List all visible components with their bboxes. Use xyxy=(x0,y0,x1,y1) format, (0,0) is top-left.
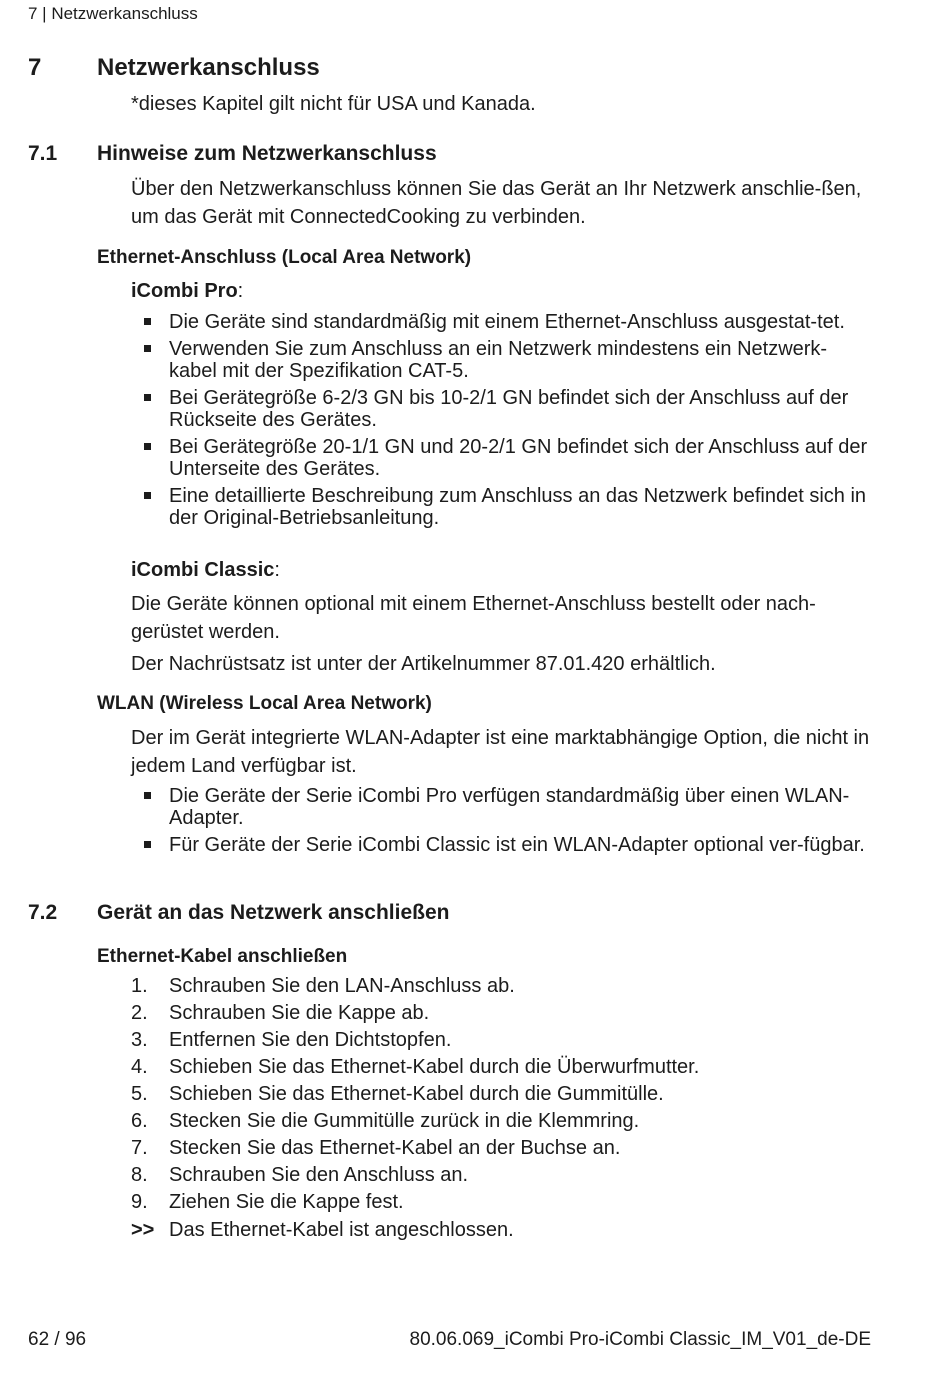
bullet-square-icon xyxy=(144,792,151,799)
icombi-pro-label: iCombi Pro: xyxy=(131,280,244,302)
list-item: Bei Gerätegröße 6-2/3 GN bis 10-2/1 GN befindet sich der Anschluss auf der Rückseite des Gerätes. xyxy=(131,387,871,431)
section-title: Gerät an das Netzwerk anschließen xyxy=(97,901,450,924)
section-number: 7.1 xyxy=(28,142,58,165)
icombi-classic-paragraph-2: Der Nachrüstsatz ist unter der Artikelnummer 87.01.420 erhältlich. xyxy=(131,653,716,675)
list-item: Verwenden Sie zum Anschluss an ein Netzwerk mindestens ein Netzwerk-kabel mit der Spezifikation CAT-5. xyxy=(131,338,871,382)
document-id: 80.06.069_iCombi Pro-iCombi Classic_IM_V01_de-DE xyxy=(409,1329,871,1350)
step-item: 7. Stecken Sie das Ethernet-Kabel an der Buchse an. xyxy=(131,1137,621,1159)
result-marker: >> xyxy=(131,1219,155,1241)
bullet-square-icon xyxy=(144,394,151,401)
step-item: 8. Schrauben Sie den Anschluss an. xyxy=(131,1164,469,1186)
chapter-number: 7 xyxy=(28,54,42,81)
icombi-pro-list xyxy=(131,311,871,534)
section-number: 7.2 xyxy=(28,901,58,924)
bullet-square-icon xyxy=(144,345,151,352)
step-item: 1. Schrauben Sie den LAN-Anschluss ab. xyxy=(131,975,515,997)
chapter-title: Netzwerkanschluss xyxy=(97,54,320,81)
list-item: Für Geräte der Serie iCombi Classic ist ein WLAN-Adapter optional ver-fügbar. xyxy=(131,834,871,856)
ethernet-cable-heading: Ethernet-Kabel anschließen xyxy=(97,946,348,967)
wlan-list xyxy=(131,785,871,861)
step-item: 3. Entfernen Sie den Dichtstopfen. xyxy=(131,1029,452,1051)
ethernet-heading: Ethernet-Anschluss (Local Area Network) xyxy=(97,247,472,268)
wlan-intro: Der im Gerät integrierte WLAN-Adapter ist eine marktabhängige Option, die nicht in jedem Land verfügbar ist. xyxy=(131,727,870,777)
bullet-square-icon xyxy=(144,318,151,325)
step-list xyxy=(131,973,871,1216)
bullet-square-icon xyxy=(144,492,151,499)
step-item: 5. Schieben Sie das Ethernet-Kabel durch die Gummitülle. xyxy=(131,1083,664,1105)
section-title: Hinweise zum Netzwerkanschluss xyxy=(97,142,437,165)
section-7-1-intro: Über den Netzwerkanschluss können Sie das Gerät an Ihr Netzwerk anschlie-ßen, um das Gerät mit ConnectedCooking zu verbinden. xyxy=(131,178,862,228)
list-item: Eine detaillierte Beschreibung zum Anschluss an das Netzwerk befindet sich in der Original-Betriebsanleitung. xyxy=(131,485,871,529)
list-item: Die Geräte der Serie iCombi Pro verfügen standardmäßig über einen WLAN-Adapter. xyxy=(131,785,871,829)
bullet-square-icon xyxy=(144,841,151,848)
icombi-classic-label: iCombi Classic: xyxy=(131,559,280,581)
list-item: Bei Gerätegröße 20-1/1 GN und 20-2/1 GN befindet sich der Anschluss auf der Unterseite des Gerätes. xyxy=(131,436,871,480)
step-item: 4. Schieben Sie das Ethernet-Kabel durch die Überwurfmutter. xyxy=(131,1056,700,1078)
step-item: 2. Schrauben Sie die Kappe ab. xyxy=(131,1002,430,1024)
result-text: Das Ethernet-Kabel ist angeschlossen. xyxy=(169,1219,514,1241)
chapter-note: *dieses Kapitel gilt nicht für USA und Kanada. xyxy=(131,93,536,115)
page-number: 62 / 96 xyxy=(28,1329,87,1350)
icombi-classic-paragraph-1: Die Geräte können optional mit einem Ethernet-Anschluss bestellt oder nach-gerüstet werden. xyxy=(131,593,816,643)
wlan-heading: WLAN (Wireless Local Area Network) xyxy=(97,693,432,714)
list-item: Die Geräte sind standardmäßig mit einem Ethernet-Anschluss ausgestat-tet. xyxy=(131,311,871,333)
bullet-square-icon xyxy=(144,443,151,450)
running-head: 7 | Netzwerkanschluss xyxy=(28,4,198,23)
step-item: 6. Stecken Sie die Gummitülle zurück in die Klemmring. xyxy=(131,1110,640,1132)
step-item: 9. Ziehen Sie die Kappe fest. xyxy=(131,1191,404,1213)
